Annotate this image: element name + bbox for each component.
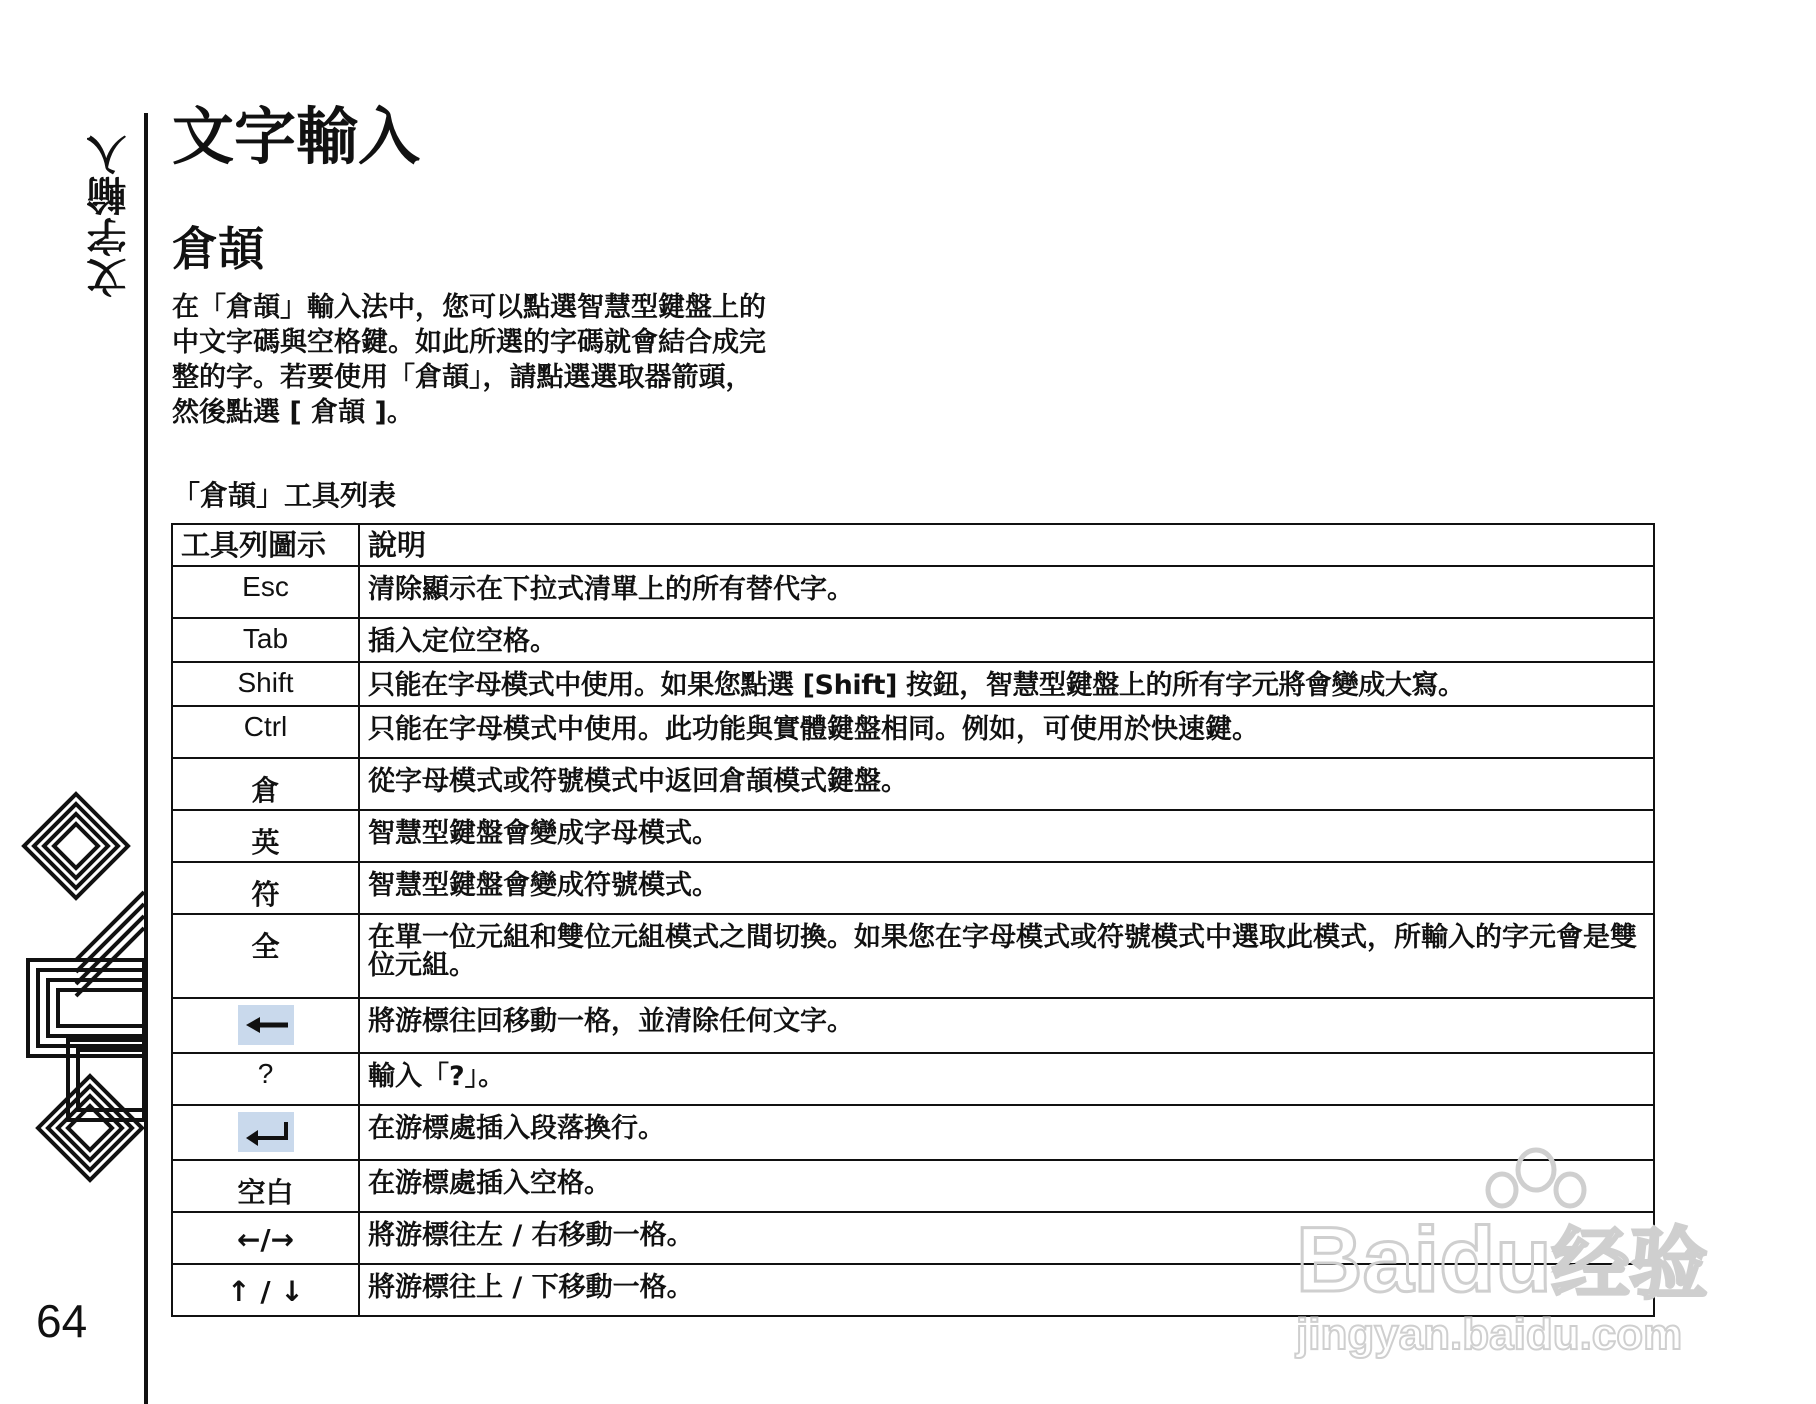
- page-title: 文字輸入: [172, 100, 421, 173]
- toolbar-icon-enter-cell: [172, 1105, 359, 1160]
- toolbar-icon-symbol: 符: [172, 862, 359, 914]
- enter-icon: [238, 1112, 294, 1152]
- table-row: [172, 914, 1654, 998]
- toolbar-icon-question: ?: [172, 1053, 359, 1105]
- table-row: [172, 706, 1654, 758]
- intro-line: 整的字。若要使用「倉頡」，請點選選取器箭頭，: [172, 362, 753, 393]
- watermark-url: jingyan.baidu.com: [1296, 1310, 1683, 1359]
- watermark-brand: Baidu经验: [1296, 1209, 1708, 1311]
- toolbar-icon-esc: Esc: [172, 566, 359, 618]
- header-desc-col: 說明: [359, 524, 1654, 566]
- row-description: 將游標往左 / 右移動一格。: [359, 1212, 1654, 1264]
- row-description: 從字母模式或符號模式中返回倉頡模式鍵盤。: [359, 758, 1654, 810]
- toolbar-icon-fullwidth: 全: [172, 914, 359, 998]
- row-description: 在游標處插入段落換行。: [359, 1105, 1654, 1160]
- page-number: 64: [36, 1295, 88, 1347]
- toolbar-icon-english: 英: [172, 810, 359, 862]
- table-row: [172, 810, 1654, 862]
- table-row: [172, 618, 1654, 662]
- row-description: 只能在字母模式中使用。如果您點選 [Shift] 按鈕，智慧型鍵盤上的所有字元將會變成大寫。: [359, 662, 1654, 706]
- row-description: 智慧型鍵盤會變成字母模式。: [359, 810, 1654, 862]
- toolbar-icon-ctrl: Ctrl: [172, 706, 359, 758]
- intro-line: 然後點選 [ 倉頡 ]。: [172, 397, 414, 428]
- toolbar-icon-backspace-cell: [172, 998, 359, 1053]
- row-description: 插入定位空格。: [359, 618, 1654, 662]
- side-chapter-title: 文字輸入: [87, 134, 133, 298]
- table-row: [172, 662, 1654, 706]
- margin-rule: [144, 113, 148, 1404]
- toolbar-icon-cangjie: 倉: [172, 758, 359, 810]
- row-description: 將游標往回移動一格，並清除任何文字。: [359, 998, 1654, 1053]
- section-title: 倉頡: [172, 222, 264, 276]
- toolbar-icon-tab: Tab: [172, 618, 359, 662]
- header-icon-col: 工具列圖示: [172, 524, 359, 566]
- toolbar-icon-shift: Shift: [172, 662, 359, 706]
- decorative-ornament: [20, 790, 150, 1190]
- table-row: [172, 998, 1654, 1053]
- backspace-icon: [238, 1005, 294, 1045]
- intro-line: 中文字碼與空格鍵。如此所選的字碼就會結合成完: [172, 327, 766, 358]
- row-description: 清除顯示在下拉式清單上的所有替代字。: [359, 566, 1654, 618]
- toolbar-icon-space: 空白: [172, 1160, 359, 1212]
- table-header-row: [172, 524, 1654, 566]
- watermark: [1296, 1140, 1716, 1359]
- row-description: 智慧型鍵盤會變成符號模式。: [359, 862, 1654, 914]
- table-row: [172, 862, 1654, 914]
- row-description: 只能在字母模式中使用。此功能與實體鍵盤相同。例如，可使用於快速鍵。: [359, 706, 1654, 758]
- intro-line: 在「倉頡」輸入法中，您可以點選智慧型鍵盤上的: [172, 292, 766, 323]
- row-description: 在單一位元組和雙位元組模式之間切換。如果您在字母模式或符號模式中選取此模式，所輸入的字元會是雙位元組。: [359, 914, 1654, 998]
- row-description: 輸入「?」。: [359, 1053, 1654, 1105]
- table-row: [172, 758, 1654, 810]
- toolbar-icon-up-down: ↑ / ↓: [172, 1264, 359, 1316]
- intro-paragraph: [172, 290, 932, 430]
- table-row: [172, 1053, 1654, 1105]
- table-caption: 「倉頡」工具列表: [172, 479, 397, 512]
- toolbar-icon-left-right: ←/→: [172, 1212, 359, 1264]
- row-description: 將游標往上 / 下移動一格。: [359, 1264, 1654, 1316]
- row-description: 在游標處插入空格。: [359, 1160, 1654, 1212]
- table-row: [172, 566, 1654, 618]
